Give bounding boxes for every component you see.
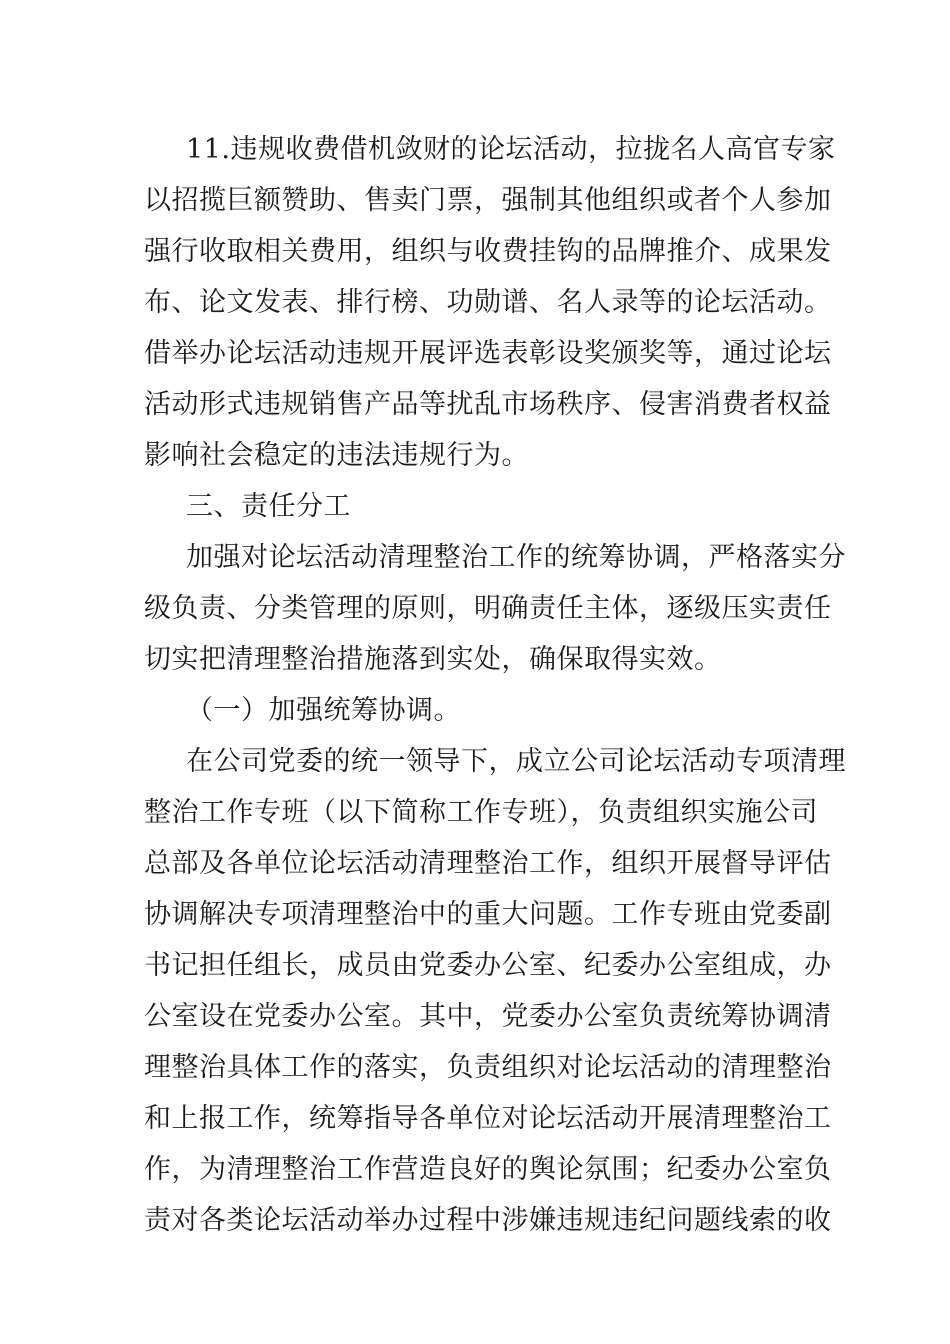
paragraph-body-line-9: 作，为清理整治工作营造良好的舆论氛围；纪委办公室负 <box>144 1154 832 1185</box>
paragraph-body-line-10: 责对各类论坛活动举办过程中涉嫌违规违纪问题线索的收 <box>144 1205 832 1236</box>
paragraph-item-11-line-5: 借举办论坛活动违规开展评选表彰设奖颁奖等，通过论坛 <box>144 338 832 369</box>
paragraph-item-11-line-3: 强行收取相关费用，组织与收费挂钩的品牌推介、成果发 <box>144 236 832 267</box>
paragraph-item-11-line-4: 布、论文发表、排行榜、功勋谱、名人录等的论坛活动。 <box>144 287 832 318</box>
paragraph-intro-line-2: 级负责、分类管理的原则，明确责任主体，逐级压实责任 <box>144 593 832 624</box>
paragraph-intro-line-1: 加强对论坛活动清理整治工作的统筹协调，严格落实分 <box>186 542 846 573</box>
subsection-heading: （一）加强统筹协调。 <box>186 695 461 726</box>
paragraph-body-line-2: 整治工作专班（以下简称工作专班），负责组织实施公司 <box>144 797 818 828</box>
paragraph-item-11-line-7: 影响社会稳定的违法违规行为。 <box>144 440 529 471</box>
paragraph-intro-line-3: 切实把清理整治措施落到实处，确保取得实效。 <box>144 644 722 675</box>
paragraph-body-line-3: 总部及各单位论坛活动清理整治工作，组织开展督导评估 <box>144 848 832 879</box>
section-heading: 三、责任分工 <box>186 491 351 522</box>
paragraph-body-line-6: 公室设在党委办公室。其中，党委办公室负责统筹协调清 <box>144 1001 832 1032</box>
paragraph-body-line-4: 协调解决专项清理整治中的重大问题。工作专班由党委副 <box>144 899 832 930</box>
paragraph-body-line-1: 在公司党委的统一领导下，成立公司论坛活动专项清理 <box>186 746 846 777</box>
paragraph-body-line-7: 理整治具体工作的落实，负责组织对论坛活动的清理整治 <box>144 1052 832 1083</box>
paragraph-body-line-5: 书记担任组长，成员由党委办公室、纪委办公室组成，办 <box>144 950 832 981</box>
paragraph-item-11-line-1: 11.违规收费借机敛财的论坛活动，拉拢名人高官专家 <box>186 134 836 165</box>
paragraph-item-11-line-6: 活动形式违规销售产品等扰乱市场秩序、侵害消费者权益 <box>144 389 832 420</box>
paragraph-item-11-line-2: 以招揽巨额赞助、售卖门票，强制其他组织或者个人参加 <box>144 185 832 216</box>
paragraph-body-line-8: 和上报工作，统筹指导各单位对论坛活动开展清理整治工 <box>144 1103 832 1134</box>
